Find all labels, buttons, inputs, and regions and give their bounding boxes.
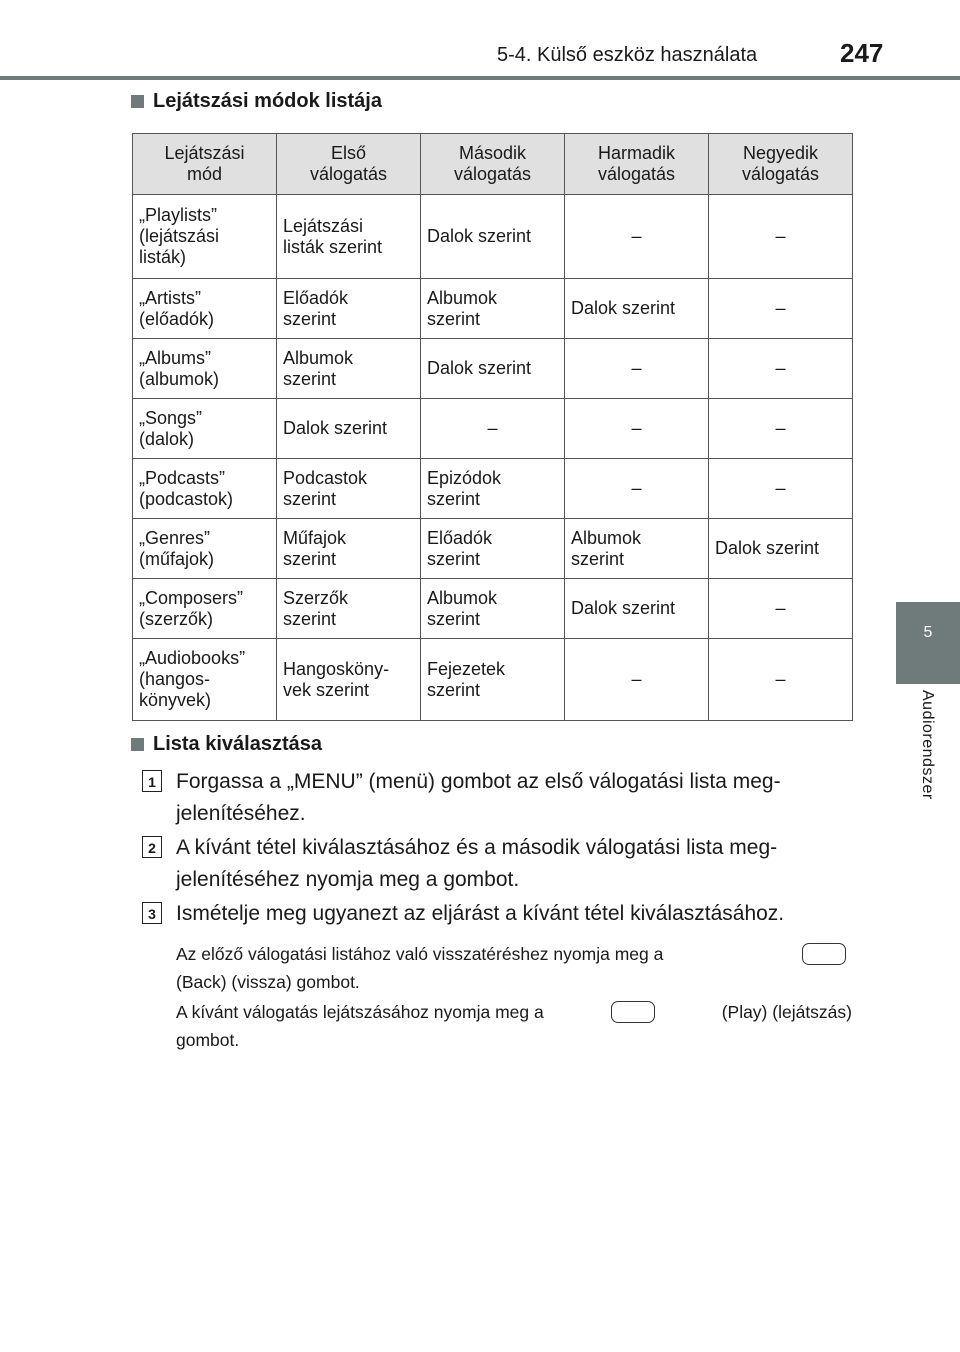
table-cell: „Playlists” (lejátszási listák) <box>133 195 277 279</box>
table-cell: Dalok szerint <box>565 579 709 639</box>
table-cell: Műfajok szerint <box>277 519 421 579</box>
table-cell: – <box>421 399 565 459</box>
note-back <box>176 940 852 996</box>
table-cell: – <box>709 579 853 639</box>
table-cell: Albumok szerint <box>565 519 709 579</box>
table-cell: Dalok szerint <box>421 339 565 399</box>
table-cell: Előadók szerint <box>277 279 421 339</box>
step-text-line: Forgassa a „MENU” (menü) gombot az első válogatási lista meg- <box>176 770 781 793</box>
back-button-icon <box>802 943 846 965</box>
table-row <box>133 519 853 579</box>
step-text <box>176 898 784 930</box>
column-header: Harmadik válogatás <box>565 134 709 195</box>
step-number-box: 3 <box>142 902 162 924</box>
note-line <box>176 940 852 968</box>
column-header: Második válogatás <box>421 134 565 195</box>
step-text-line: jelenítéséhez nyomja meg a gombot. <box>176 868 520 891</box>
table-cell: Lejátszási listák szerint <box>277 195 421 279</box>
table-cell: – <box>709 195 853 279</box>
table-cell: Albumok szerint <box>277 339 421 399</box>
table-header-row <box>133 134 853 195</box>
note-text: (Play) (lejátszás) <box>721 1002 852 1022</box>
play-button-icon <box>611 1001 655 1023</box>
square-bullet-icon <box>131 95 144 108</box>
table-cell: Dalok szerint <box>709 519 853 579</box>
table-row <box>133 639 853 721</box>
step-text-line: jelenítéséhez. <box>176 802 306 825</box>
note-text: (Back) (vissza) gombot. <box>176 972 360 992</box>
table-cell: „Genres” (műfajok) <box>133 519 277 579</box>
table-cell: Albumok szerint <box>421 579 565 639</box>
column-header: Negyedik válogatás <box>709 134 853 195</box>
step-number-box: 2 <box>142 836 162 858</box>
chapter-number: 5 <box>923 624 933 641</box>
table-cell: Dalok szerint <box>421 195 565 279</box>
table-cell: Podcastok szerint <box>277 459 421 519</box>
step-number-box: 1 <box>142 770 162 792</box>
table-cell: – <box>565 399 709 459</box>
table-cell: Dalok szerint <box>565 279 709 339</box>
chapter-tab <box>896 602 960 684</box>
table-row <box>133 279 853 339</box>
step-text <box>176 766 781 830</box>
table-cell: – <box>565 339 709 399</box>
table-cell: Fejezetek szerint <box>421 639 565 721</box>
table-cell: – <box>709 279 853 339</box>
page-number: 247 <box>840 38 884 68</box>
table-cell: „Songs” (dalok) <box>133 399 277 459</box>
table-cell: – <box>565 195 709 279</box>
table-row <box>133 195 853 279</box>
table-cell: – <box>709 459 853 519</box>
table-cell: „Composers” (szerzők) <box>133 579 277 639</box>
table-cell: Epizódok szerint <box>421 459 565 519</box>
table-cell: „Artists” (előadók) <box>133 279 277 339</box>
square-bullet-icon <box>131 738 144 751</box>
table-cell: – <box>709 639 853 721</box>
play-modes-table <box>132 133 853 721</box>
chapter-title: Audiorendszer <box>919 690 936 800</box>
column-header: Első válogatás <box>277 134 421 195</box>
table-cell: – <box>565 459 709 519</box>
table-row <box>133 339 853 399</box>
note-text: Az előző válogatási listához való visszatéréshez nyomja meg a <box>176 944 664 964</box>
table-cell: „Albums” (albumok) <box>133 339 277 399</box>
table-cell: – <box>565 639 709 721</box>
table-cell: Szerzők szerint <box>277 579 421 639</box>
note-line <box>176 998 852 1026</box>
step-text-line: A kívánt tétel kiválasztásához és a második válogatási lista meg- <box>176 836 778 859</box>
table-cell: – <box>709 399 853 459</box>
table-cell: „Podcasts” (podcastok) <box>133 459 277 519</box>
section-heading-play-modes <box>131 90 382 113</box>
section-heading-text: Lista kiválasztása <box>153 733 322 755</box>
table-row <box>133 459 853 519</box>
section-heading-text: Lejátszási módok listája <box>153 90 382 112</box>
table-cell: Albumok szerint <box>421 279 565 339</box>
header-section-title: 5-4. Külső eszköz használata <box>497 44 758 66</box>
table-row <box>133 579 853 639</box>
table-cell: „Audiobooks” (hangos- könyvek) <box>133 639 277 721</box>
step-text-line: Ismételje meg ugyanezt az eljárást a kívánt tétel kiválasztásához. <box>176 902 785 925</box>
section-heading-list-select <box>131 733 322 756</box>
table-cell: Hangosköny- vek szerint <box>277 639 421 721</box>
table-cell: – <box>709 339 853 399</box>
table-row <box>133 399 853 459</box>
column-header: Lejátszási mód <box>133 134 277 195</box>
step-text <box>176 832 777 896</box>
note-text: A kívánt válogatás lejátszásához nyomja meg a <box>176 1002 544 1022</box>
header-rule <box>0 76 960 80</box>
note-play <box>176 998 852 1054</box>
table-cell: Dalok szerint <box>277 399 421 459</box>
note-text: gombot. <box>176 1030 240 1050</box>
table-cell: Előadók szerint <box>421 519 565 579</box>
